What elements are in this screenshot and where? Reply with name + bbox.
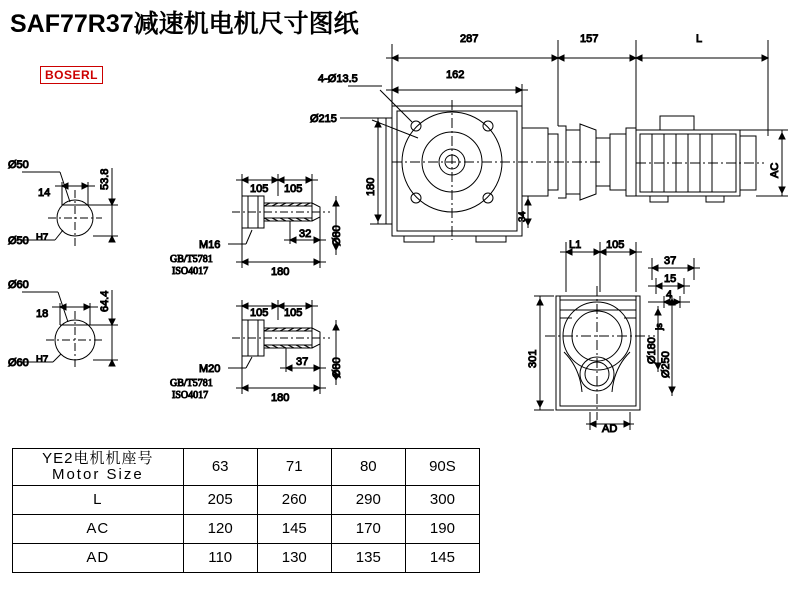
side-dim-od-inner: Ø180	[646, 337, 658, 364]
table-row	[13, 543, 480, 572]
table-cell-AC-71: 145	[257, 514, 331, 543]
side-dim-od-outer: Ø250	[660, 351, 672, 378]
side-dim-l1: L1	[569, 239, 582, 251]
side-dim-ad: AD	[602, 423, 618, 435]
main-dim-34: 34	[517, 211, 528, 222]
main-dim-L: L	[696, 33, 703, 45]
shaft60-fit: Ø60	[8, 357, 29, 369]
table-cell-AC-63: 120	[183, 514, 257, 543]
side-dim-105: 105	[606, 239, 625, 251]
table-header-line1: YE2电机机座号	[42, 450, 154, 467]
bolt16-dim-left: 105	[250, 183, 269, 195]
table-cell-L-71: 260	[257, 485, 331, 514]
table-row	[13, 485, 480, 514]
table-row-label-AC: AC	[13, 514, 184, 543]
side-dim-15: 15	[664, 273, 677, 285]
table-row	[13, 514, 480, 543]
table-header-row	[13, 449, 480, 486]
table-cell-L-80: 290	[331, 485, 405, 514]
side-view	[534, 242, 700, 430]
table-row-label-L: L	[13, 485, 184, 514]
shaft50-height: 53.8	[99, 168, 111, 190]
table-cell-AD-63: 110	[183, 543, 257, 572]
main-assembly-view	[340, 40, 788, 242]
bolt16-dim-total: 180	[271, 266, 290, 278]
main-dim-inner: 162	[446, 69, 465, 81]
shaft60-height: 64.4	[99, 290, 111, 312]
shaft50-fit-sup: H7	[36, 232, 49, 243]
bolt20-dim-right: 105	[284, 307, 303, 319]
table-cell-AC-80: 170	[331, 514, 405, 543]
page-title: SAF77R37减速机电机尺寸图纸	[10, 10, 359, 38]
table-size-0: 63	[183, 449, 257, 486]
shaft50-fit: Ø50	[8, 235, 29, 247]
table-row-label-AD: AD	[13, 543, 184, 572]
table-size-2: 80	[331, 449, 405, 486]
bolt20-dim-total: 180	[271, 392, 290, 404]
main-dim-holes: 4-Ø13.5	[318, 73, 358, 85]
shaft60-key-width: 18	[36, 308, 49, 320]
side-dim-od-inner-sup: js	[654, 323, 665, 330]
table-cell-AD-90S: 145	[405, 543, 479, 572]
shaft50-bore-label: Ø50	[8, 159, 29, 171]
main-dim-pcd: Ø215	[310, 113, 337, 125]
table-header-line2: Motor Size	[51, 465, 144, 483]
bolt16-dim-right: 105	[284, 183, 303, 195]
brand-logo: BOSERL	[40, 66, 103, 84]
table-cell-AD-71: 130	[257, 543, 331, 572]
side-dim-301: 301	[527, 349, 539, 368]
table-size-1: 71	[257, 449, 331, 486]
table-size-3: 90S	[405, 449, 479, 486]
bolt20-od: Ø80	[331, 357, 343, 378]
bolt20-std2: ISO4017	[172, 390, 209, 401]
main-dim-height: 180	[365, 177, 377, 196]
bolt16-od: Ø80	[331, 225, 343, 246]
bolt16-std1: GB/T5781	[170, 254, 213, 265]
shaft50-key-width: 14	[38, 187, 51, 199]
table-cell-L-63: 205	[183, 485, 257, 514]
bolt20-dim-len: 37	[296, 356, 309, 368]
shaft60-bore-label: Ø60	[8, 279, 29, 291]
main-dim-AC: AC	[769, 162, 781, 178]
table-cell-AC-90S: 190	[405, 514, 479, 543]
table-cell-L-90S: 300	[405, 485, 479, 514]
bolt20-std1: GB/T5781	[170, 378, 213, 389]
main-dim-flange: 157	[580, 33, 599, 45]
bolt16-std2: ISO4017	[172, 266, 209, 277]
bolt20-dim-left: 105	[250, 307, 269, 319]
bolt20-thread: M20	[199, 363, 221, 375]
table-cell-AD-80: 135	[331, 543, 405, 572]
bolt16-thread: M16	[199, 239, 221, 251]
shaft60-fit-sup: H7	[36, 354, 49, 365]
motor-size-table	[12, 448, 480, 573]
main-dim-overall: 287	[460, 33, 479, 45]
side-dim-4: 4	[666, 289, 673, 301]
table-header-label	[13, 449, 184, 486]
side-dim-37: 37	[664, 255, 677, 267]
bolt16-dim-len: 32	[299, 228, 312, 240]
